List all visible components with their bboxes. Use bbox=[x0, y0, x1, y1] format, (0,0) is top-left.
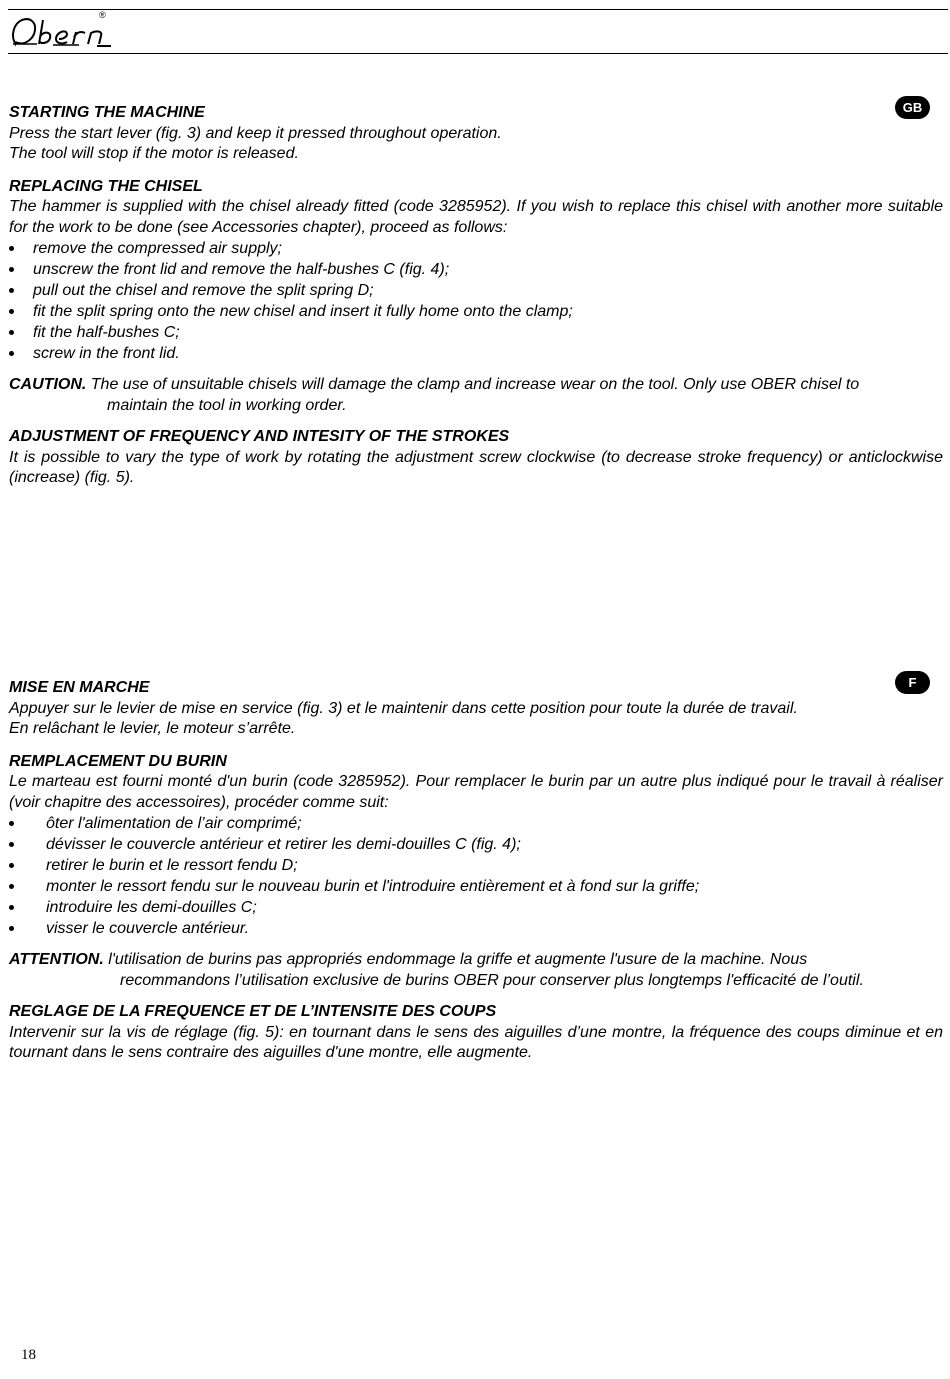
gb-adjust-title: ADJUSTMENT OF FREQUENCY AND INTESITY OF THE STROKES bbox=[9, 428, 510, 445]
gb-start-line-2: The tool will stop if the motor is released. bbox=[9, 145, 299, 162]
list-item: retirer le burin et le ressort fendu D; bbox=[9, 855, 943, 876]
bullet-icon bbox=[9, 821, 14, 826]
bullet-icon bbox=[9, 330, 14, 335]
fr-adjust-text: Intervenir sur la vis de réglage (fig. 5): en tournant dans le sens des aiguilles d’une montre, la fréquence des coups diminue et en tournant dans le sens contraire des aiguilles d'une montre, elle augmente. bbox=[9, 1023, 943, 1061]
bullet-icon bbox=[9, 863, 14, 868]
bullet-icon bbox=[9, 351, 14, 356]
bullet-icon bbox=[9, 884, 14, 889]
header-top-rule bbox=[8, 9, 948, 10]
language-badge-f: F bbox=[895, 671, 930, 694]
gb-chisel-steps bbox=[9, 238, 943, 364]
ober-logo bbox=[9, 12, 113, 50]
gb-section bbox=[9, 103, 943, 489]
header-bottom-rule bbox=[8, 53, 948, 54]
gb-start-line-1: Press the start lever (fig. 3) and keep it pressed throughout operation. bbox=[9, 124, 502, 142]
page-number: 18 bbox=[21, 1347, 36, 1363]
bullet-icon bbox=[9, 246, 14, 251]
fr-section bbox=[9, 678, 943, 1064]
list-item: ôter l'alimentation de l’air comprimé; bbox=[9, 813, 943, 834]
fr-start-title: MISE EN MARCHE bbox=[9, 679, 150, 696]
gb-chisel-title: REPLACING THE CHISEL bbox=[9, 177, 203, 195]
list-item: visser le couvercle antérieur. bbox=[9, 918, 943, 939]
fr-chisel-steps bbox=[9, 813, 943, 939]
bullet-icon bbox=[9, 267, 14, 272]
gb-caution-line-2: maintain the tool in working order. bbox=[107, 396, 347, 414]
list-item: screw in the front lid. bbox=[9, 343, 943, 364]
fr-attention bbox=[9, 950, 943, 991]
bullet-icon bbox=[9, 926, 14, 931]
bullet-icon bbox=[9, 309, 14, 314]
fr-chisel-intro: Le marteau est fourni monté d'un burin (code 3285952). Pour remplacer le burin par un autre plus indiqué pour le travail à réaliser (voir chapitre des accessoires), procéder comme suit: bbox=[9, 773, 943, 811]
fr-start-line-1: Appuyer sur le levier de mise en service (fig. 3) et le maintenir dans cette position pour toute la durée de travail. bbox=[9, 699, 798, 717]
language-badge-gb: GB bbox=[895, 96, 930, 119]
fr-attention-label: ATTENTION. bbox=[9, 951, 104, 968]
fr-adjust-title: REGLAGE DE LA FREQUENCE ET DE L’INTENSITE DES COUPS bbox=[9, 1003, 497, 1020]
list-item: introduire les demi-douilles C; bbox=[9, 897, 943, 918]
fr-start-line-2: En relâchant le levier, le moteur s’arrête. bbox=[9, 720, 296, 737]
fr-attention-line-2: recommandons l’utilisation exclusive de burins OBER pour conserver plus longtemps l'efficacité de l’outil. bbox=[120, 971, 864, 989]
gb-caution bbox=[9, 375, 943, 416]
gb-adjust-text: It is possible to vary the type of work by rotating the adjustment screw clockwise (to decrease stroke frequency) or anticlockwise (increase) (fig. 5). bbox=[9, 448, 943, 486]
list-item: fit the split spring onto the new chisel and insert it fully home onto the clamp; bbox=[9, 301, 943, 322]
list-item: remove the compressed air supply; bbox=[9, 238, 943, 259]
bullet-icon bbox=[9, 905, 14, 910]
list-item: unscrew the front lid and remove the half-bushes C (fig. 4); bbox=[9, 259, 943, 280]
registered-mark: ® bbox=[99, 10, 106, 20]
bullet-icon bbox=[9, 288, 14, 293]
fr-chisel-title: REMPLACEMENT DU BURIN bbox=[9, 752, 227, 770]
list-item: fit the half-bushes C; bbox=[9, 322, 943, 343]
gb-start-title: STARTING THE MACHINE bbox=[9, 104, 205, 121]
gb-chisel-intro: The hammer is supplied with the chisel already fitted (code 3285952). If you wish to replace this chisel with another more suitable for the work to be done (see Accessories chapter), proceed as follows: bbox=[9, 198, 943, 236]
list-item: monter le ressort fendu sur le nouveau burin et l'introduire entièrement et à fond sur la griffe; bbox=[9, 876, 943, 897]
list-item: dévisser le couvercle antérieur et retirer les demi-douilles C (fig. 4); bbox=[9, 834, 943, 855]
list-item: pull out the chisel and remove the split spring D; bbox=[9, 280, 943, 301]
gb-caution-line-1: The use of unsuitable chisels will damage the clamp and increase wear on the tool. Only use OBER chisel to bbox=[86, 376, 860, 393]
bullet-icon bbox=[9, 842, 14, 847]
gb-caution-label: CAUTION. bbox=[9, 376, 87, 393]
fr-attention-line-1: l'utilisation de burins pas appropriés endommage la griffe et augmente l'usure de la machine. Nous bbox=[103, 951, 808, 968]
